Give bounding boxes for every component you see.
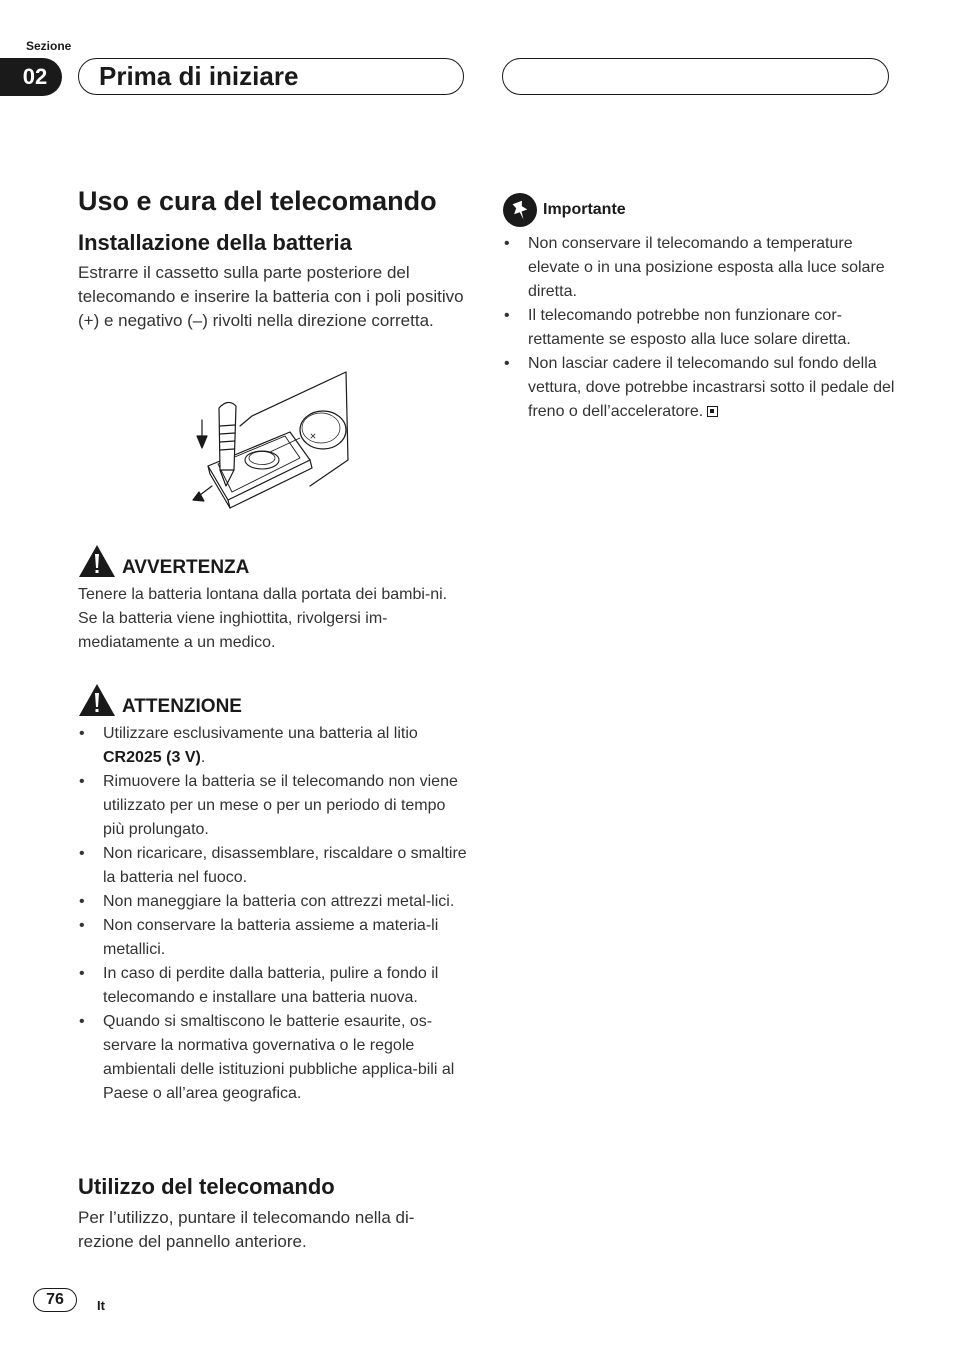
list-item: • Il telecomando potrebbe non funzionare cor-rettamente se esposto alla luce solare diretta.	[503, 304, 895, 352]
list-item: • Non conservare il telecomando a temperature elevate o in una posizione esposta alla luce solare diretta.	[503, 232, 895, 304]
section-number-badge: 02	[0, 58, 62, 96]
list-item: • Non maneggiare la batteria con attrezzi metal-lici.	[78, 890, 470, 914]
list-item: • Utilizzare esclusivamente una batteria al litio CR2025 (3 V).	[78, 722, 470, 770]
important-header	[503, 193, 626, 227]
sezione-label: Sezione	[26, 39, 72, 53]
list-item: • In caso di perdite dalla batteria, pulire a fondo il telecomando e installare una batteria nuova.	[78, 962, 470, 1010]
usage-heading: Utilizzo del telecomando	[78, 1174, 335, 1199]
warning-triangle-icon	[78, 544, 116, 578]
important-pin-icon	[503, 193, 537, 227]
list-item: • Non ricaricare, disassemblare, riscaldare o smaltire la batteria nel fuoco.	[78, 842, 470, 890]
warning-header	[78, 544, 249, 578]
page-title: Uso e cura del telecomando	[78, 186, 437, 216]
caution-header	[78, 683, 242, 717]
list-item: • Rimuovere la batteria se il telecomando non viene utilizzato per un mese o per un periodo di tempo più prolungato.	[78, 770, 470, 842]
pen-tip-tool	[219, 402, 236, 470]
important-title: Importante	[543, 201, 626, 218]
caution-triangle-icon	[78, 683, 116, 717]
install-heading: Installazione della batteria	[78, 230, 352, 255]
section-title-pill	[78, 58, 464, 95]
section-title: Prima di iniziare	[99, 61, 299, 91]
warning-title: AVVERTENZA	[122, 557, 250, 578]
coin-battery-icon	[300, 411, 346, 449]
caution-list	[78, 722, 470, 1106]
tray-battery-slot	[245, 451, 279, 469]
language-code: It	[97, 1298, 105, 1313]
end-of-section-icon	[707, 406, 718, 417]
list-item: • Quando si smaltiscono le batterie esaurite, os-servare la normativa governativa o le regole ambientali delle istituzioni pubbliche applica-bili al Paese o all’area geografica.	[78, 1010, 470, 1106]
warning-text: Tenere la batteria lontana dalla portata dei bambi-ni. Se la batteria viene inghiottita, rivolgersi im-mediatamente a un medico.	[78, 586, 448, 651]
battery-illustration	[190, 368, 360, 513]
page-number: 76	[33, 1288, 77, 1312]
usage-text: Per l’utilizzo, puntare il telecomando nella di-rezione del pannello anteriore.	[78, 1208, 415, 1251]
header-empty-pill	[502, 58, 889, 95]
list-item: • Non conservare la batteria assieme a materia-li metallici.	[78, 914, 470, 962]
install-text: Estrarre il cassetto sulla parte posteriore del telecomando e inserire la batteria con i poli positivo (+) e negativo (–) rivolti nella direzione corretta.	[78, 263, 464, 330]
list-item: • Non lasciar cadere il telecomando sul fondo della vettura, dove potrebbe incastrarsi sotto il pedale del freno o dell’acceleratore.	[503, 352, 895, 424]
caution-title: ATTENZIONE	[122, 696, 242, 717]
important-list	[503, 232, 895, 424]
